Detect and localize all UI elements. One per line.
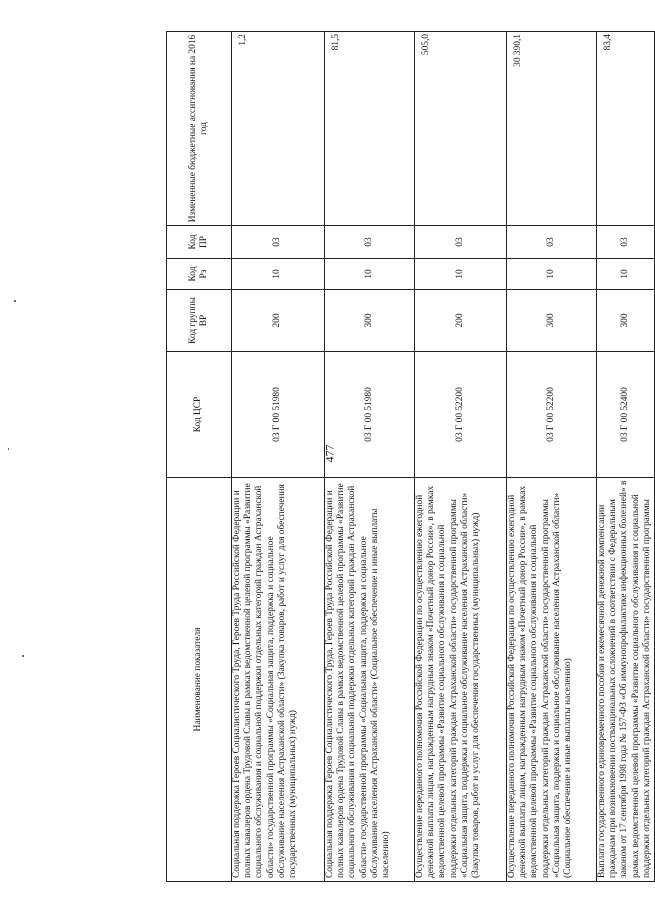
budget-table (166, 31, 655, 882)
row-vr: 300 (507, 290, 597, 352)
row-name: Выплата государственного единовременного пособия и ежемесячной денежной компенсации гражданам при возникновении поствакцинальных осложнений в соответствии с Федеральным законом от 17 сентября 1998 года № 157-ФЗ «Об иммунопрофилактике инфекционных болезней» в рамках ведомственной целевой программы «Развитие социального обслуживания и социальной поддержки отдельных категорий граждан Астраханской области» государственной программы (597, 478, 655, 882)
row-pr: 03 (415, 226, 507, 259)
table-row (232, 32, 325, 882)
row-rz: 10 (597, 259, 655, 290)
table-row (597, 32, 655, 882)
row-rz: 10 (415, 259, 507, 290)
row-amount: 83,4 (597, 32, 655, 226)
header-pr: Код ПР (167, 226, 232, 259)
row-name: Осуществление переданного полномочия Российской Федерации по осуществлению ежегодной денежной выплаты лицам, награжденным нагрудным знаком «Почетный донор России», в рамках ведомственной целевой программы «Развитие социального обслуживания и социальной поддержки отдельных категорий граждан Астраханской области» государственной программы «Социальная защита, поддержка и социальное обслуживание населения Астраханской области» (Закупка товаров, работ и услуг для обеспечения государственных (муниципальных) нужд) (415, 478, 507, 882)
scan-speck (22, 655, 24, 657)
row-csr: 03 Г 00 52400 (597, 352, 655, 478)
row-pr: 03 (325, 226, 415, 259)
scan-speck (14, 300, 16, 302)
row-amount: 30 390,1 (507, 32, 597, 226)
row-pr: 03 (597, 226, 655, 259)
table-header-row (167, 32, 232, 882)
row-rz: 10 (325, 259, 415, 290)
row-vr: 200 (232, 290, 325, 352)
table-row (415, 32, 507, 882)
row-name: Социальная поддержка Героев Социалистического Труда, Героев Труда Российской Федерации и полных кавалеров ордена Трудовой Славы в рамках ведомственной целевой программы «Развитие социального обслуживания и социальной поддержки отдельных категорий граждан Астраханской области» государственной программы «Социальная защита, поддержка и социальное обслуживание населения Астраханской области» (Закупка товаров, работ и услуг для обеспечения государственных (муниципальных) нужд) (232, 478, 325, 882)
row-vr: 300 (597, 290, 655, 352)
header-name: Наименование показателя (167, 478, 232, 882)
rotated-table-wrapper (166, 32, 652, 882)
row-csr: 03 Г 00 52200 (507, 352, 597, 478)
row-csr: 03 Г 00 52200 (415, 352, 507, 478)
table-row (325, 32, 415, 882)
row-pr: 03 (507, 226, 597, 259)
scan-speck (8, 448, 9, 450)
row-amount: 505,0 (415, 32, 507, 226)
row-csr: 03 Г 00 51980 (325, 352, 415, 478)
header-amount: Измененные бюджетные ассигнования на 2016 год (167, 32, 232, 226)
row-amount: 1,2 (232, 32, 325, 226)
row-name: Социальная поддержка Героев Социалистического Труда, Героев Труда Российской Федерации и полных кавалеров ордена Трудовой Славы в рамках ведомственной целевой программы «Развитие социального обслуживания и социальной поддержки отдельных категорий граждан Астраханской области» государственной программы «Социальная защита, поддержка и социальное обслуживание населения Астраханской области» (Социальное обеспечение и иные выплаты населению) (325, 478, 415, 882)
header-vr: Код группы ВР (167, 290, 232, 352)
table-row (507, 32, 597, 882)
header-csr: Код ЦСР (167, 352, 232, 478)
page-number: 477 (322, 444, 337, 463)
row-vr: 300 (325, 290, 415, 352)
row-rz: 10 (507, 259, 597, 290)
row-pr: 03 (232, 226, 325, 259)
row-rz: 10 (232, 259, 325, 290)
row-vr: 200 (415, 290, 507, 352)
row-name: Осуществление переданного полномочия Российской Федерации по осуществлению ежегодной денежной выплаты лицам, награжденным нагрудным знаком «Почетный донор России», в рамках ведомственной целевой программы «Развитие социального обслуживания и социальной поддержки отдельных категорий граждан Астраханской области» государственной программы «Социальная защита, поддержка и социальное обслуживание населения Астраханской области» (Социальное обеспечение и иные выплаты населению) (507, 478, 597, 882)
header-rz: Код Рз (167, 259, 232, 290)
row-csr: 03 Г 00 51980 (232, 352, 325, 478)
row-amount: 81,5 (325, 32, 415, 226)
